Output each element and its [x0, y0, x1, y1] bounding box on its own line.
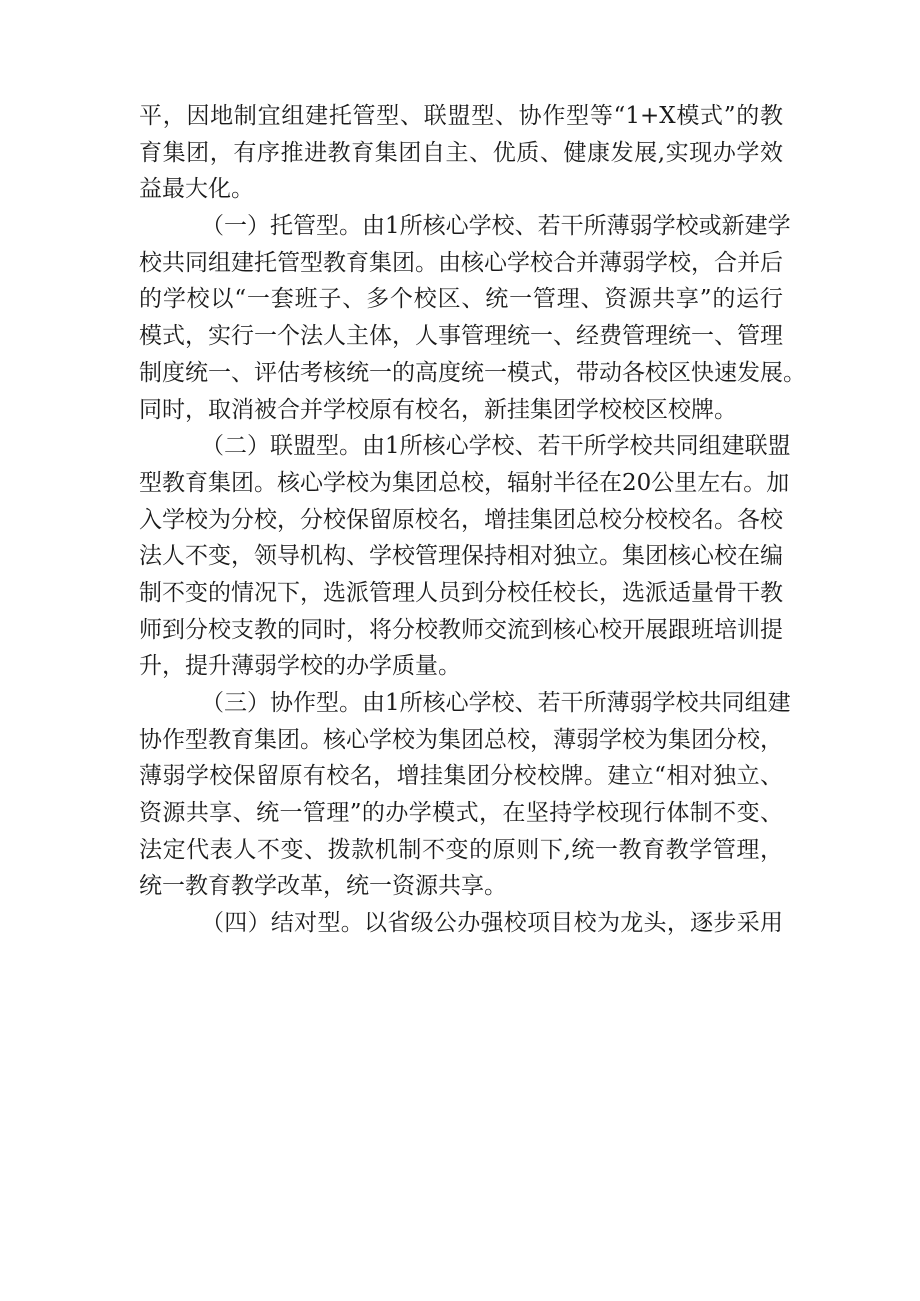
paragraph-intro-continuation — [139, 98, 783, 208]
text-line: 薄弱学校保留原有校名，增挂集团分校校牌。建立“相对独立、 — [139, 763, 783, 790]
text-line: 法定代表人不变、拨款机制不变的原则下,统一教育教学管理， — [139, 836, 783, 863]
text-line: 入学校为分校，分校保留原校名，增挂集团总校分校校名。各校 — [139, 506, 783, 533]
text-line: 益最大化。 — [139, 176, 254, 203]
text-line: 师到分校支教的同时，将分校教师交流到核心校开展跟班培训提 — [139, 616, 783, 643]
text-line: 协作型教育集团。核心学校为集团总校，薄弱学校为集团分校， — [139, 726, 783, 753]
text-line: 校共同组建托管型教育集团。由核心学校合并薄弱学校，合并后 — [139, 249, 783, 276]
text-line: 同时，取消被合并学校原有校名，新挂集团学校校区校牌。 — [139, 396, 737, 423]
text-line: 的学校以“一套班子、多个校区、统一管理、资源共享”的运行 — [139, 286, 783, 313]
text-line: 型教育集团。核心学校为集团总校，辐射半径在20公里左右。加 — [139, 469, 790, 496]
text-line: 资源共享、统一管理”的办学模式，在坚持学校现行体制不变、 — [139, 800, 783, 827]
text-line: 育集团，有序推进教育集团自主、优质、健康发展,实现办学效 — [139, 139, 783, 166]
paragraph-alliance-type — [139, 428, 791, 685]
text-line: （二）联盟型。由1所核心学校、若干所学校共同组建联盟 — [201, 433, 791, 460]
paragraph-trusteeship-type — [139, 208, 806, 428]
text-line: 法人不变，领导机构、学校管理保持相对独立。集团核心校在编 — [139, 543, 783, 570]
text-line: 升，提升薄弱学校的办学质量。 — [139, 653, 461, 680]
paragraph-collaboration-type — [139, 685, 791, 905]
text-line: （四）结对型。以省级公办强校项目校为龙头，逐步采用 — [201, 910, 783, 937]
text-line: 平，因地制宜组建托管型、联盟型、协作型等“1+X模式”的教 — [139, 103, 783, 129]
text-line: （三）协作型。由1所核心学校、若干所薄弱学校共同组建 — [201, 690, 791, 716]
text-line: 模式，实行一个法人主体，人事管理统一、经费管理统一、管理 — [139, 323, 783, 350]
paragraph-pairing-type — [139, 905, 783, 942]
text-line: 制度统一、评估考核统一的高度统一模式，带动各校区快速发展。 — [139, 359, 806, 386]
text-line: 统一教育教学改革，统一资源共享。 — [139, 873, 507, 900]
document-body — [139, 98, 806, 942]
text-line: 制不变的情况下，选派管理人员到分校任校长，选派适量骨干教 — [139, 579, 783, 606]
text-line: （一）托管型。由1所核心学校、若干所薄弱学校或新建学 — [201, 213, 791, 240]
